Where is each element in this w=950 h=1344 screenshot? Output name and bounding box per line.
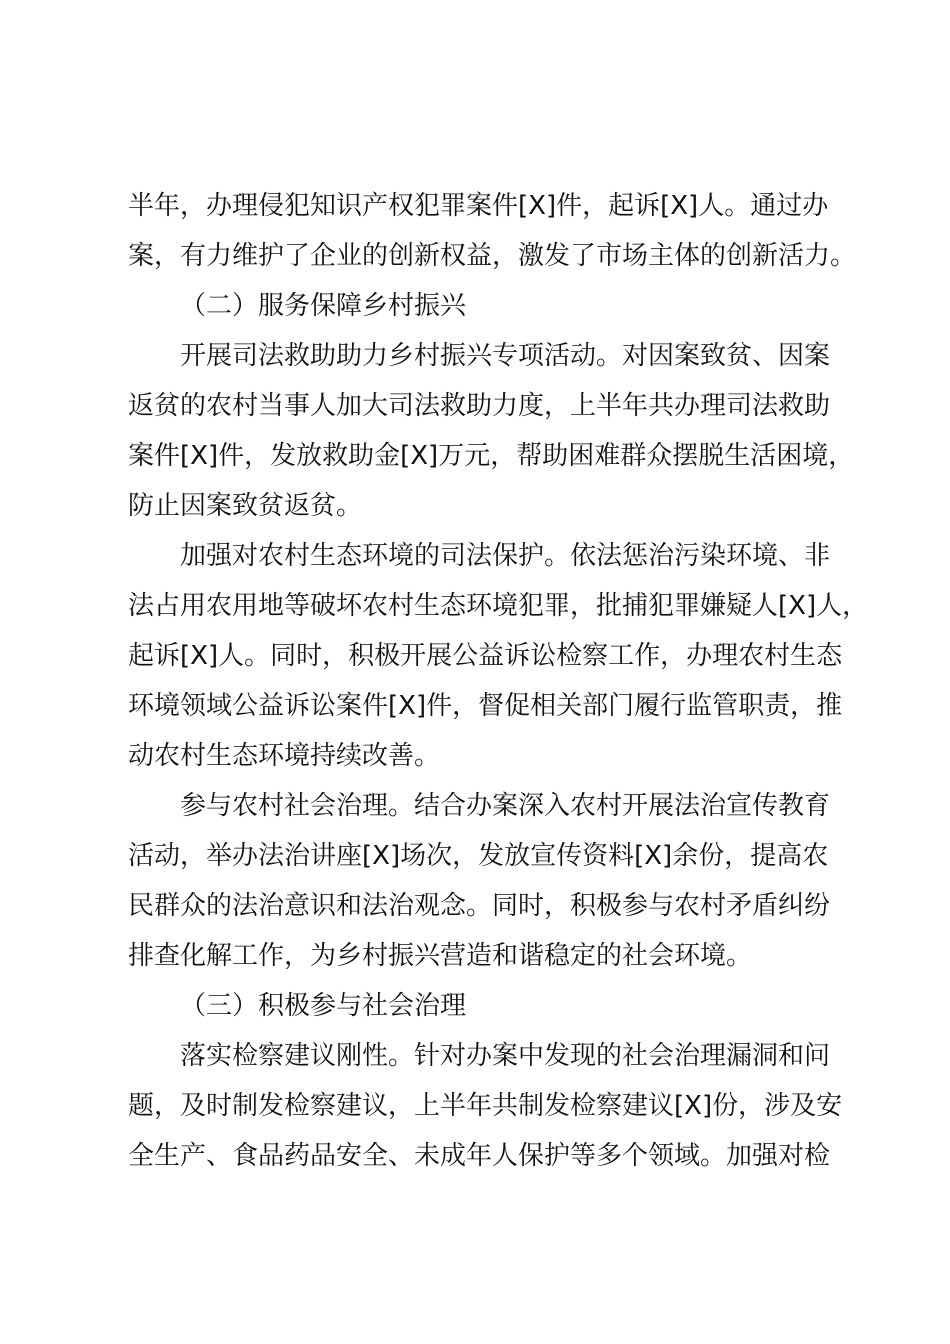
- paragraph-line: 参与农村社会治理。结合办案深入农村开展法治宣传教育: [180, 791, 831, 821]
- paragraph-line: 环境领域公益诉讼案件[X]件，督促相关部门履行监管职责，推: [128, 691, 843, 721]
- paragraph-line: 活动，举办法治讲座[X]场次，发放宣传资料[X]余份，提高农: [128, 841, 829, 871]
- paragraph-line: 返贫的农村当事人加大司法救助力度，上半年共办理司法救助: [128, 391, 831, 421]
- paragraph-line: 动农村生态环境持续改善。: [128, 741, 441, 771]
- paragraph-line: 民群众的法治意识和法治观念。同时，积极参与农村矛盾纠纷: [128, 891, 831, 921]
- paragraph-line: 案，有力维护了企业的创新权益，激发了市场主体的创新活力。: [128, 241, 857, 271]
- paragraph-line: 案件[X]件，发放救助金[X]万元，帮助困难群众摆脱生活困境，: [128, 441, 855, 471]
- paragraph-line: 落实检察建议刚性。针对办案中发现的社会治理漏洞和问: [180, 1041, 831, 1071]
- section-heading: （三）积极参与社会治理: [180, 991, 467, 1021]
- section-heading: （二）服务保障乡村振兴: [180, 291, 467, 321]
- paragraph-line: 加强对农村生态环境的司法保护。依法惩治污染环境、非: [180, 541, 831, 571]
- paragraph-line: 半年，办理侵犯知识产权犯罪案件[X]件，起诉[X]人。通过办: [128, 191, 829, 221]
- paragraph-line: 全生产、食品药品安全、未成年人保护等多个领域。加强对检: [128, 1141, 831, 1171]
- paragraph-line: 防止因案致贫返贫。: [128, 491, 363, 521]
- paragraph-line: 题，及时制发检察建议，上半年共制发检察建议[X]份，涉及安: [128, 1091, 843, 1121]
- paragraph-line: 起诉[X]人。同时，积极开展公益诉讼检察工作，办理农村生态: [128, 641, 843, 671]
- paragraph-line: 排查化解工作，为乡村振兴营造和谐稳定的社会环境。: [128, 941, 753, 971]
- paragraph-line: 法占用农用地等破坏农村生态环境犯罪，批捕犯罪嫌疑人[X]人，: [128, 591, 869, 621]
- paragraph-line: 开展司法救助助力乡村振兴专项活动。对因案致贫、因案: [180, 341, 831, 371]
